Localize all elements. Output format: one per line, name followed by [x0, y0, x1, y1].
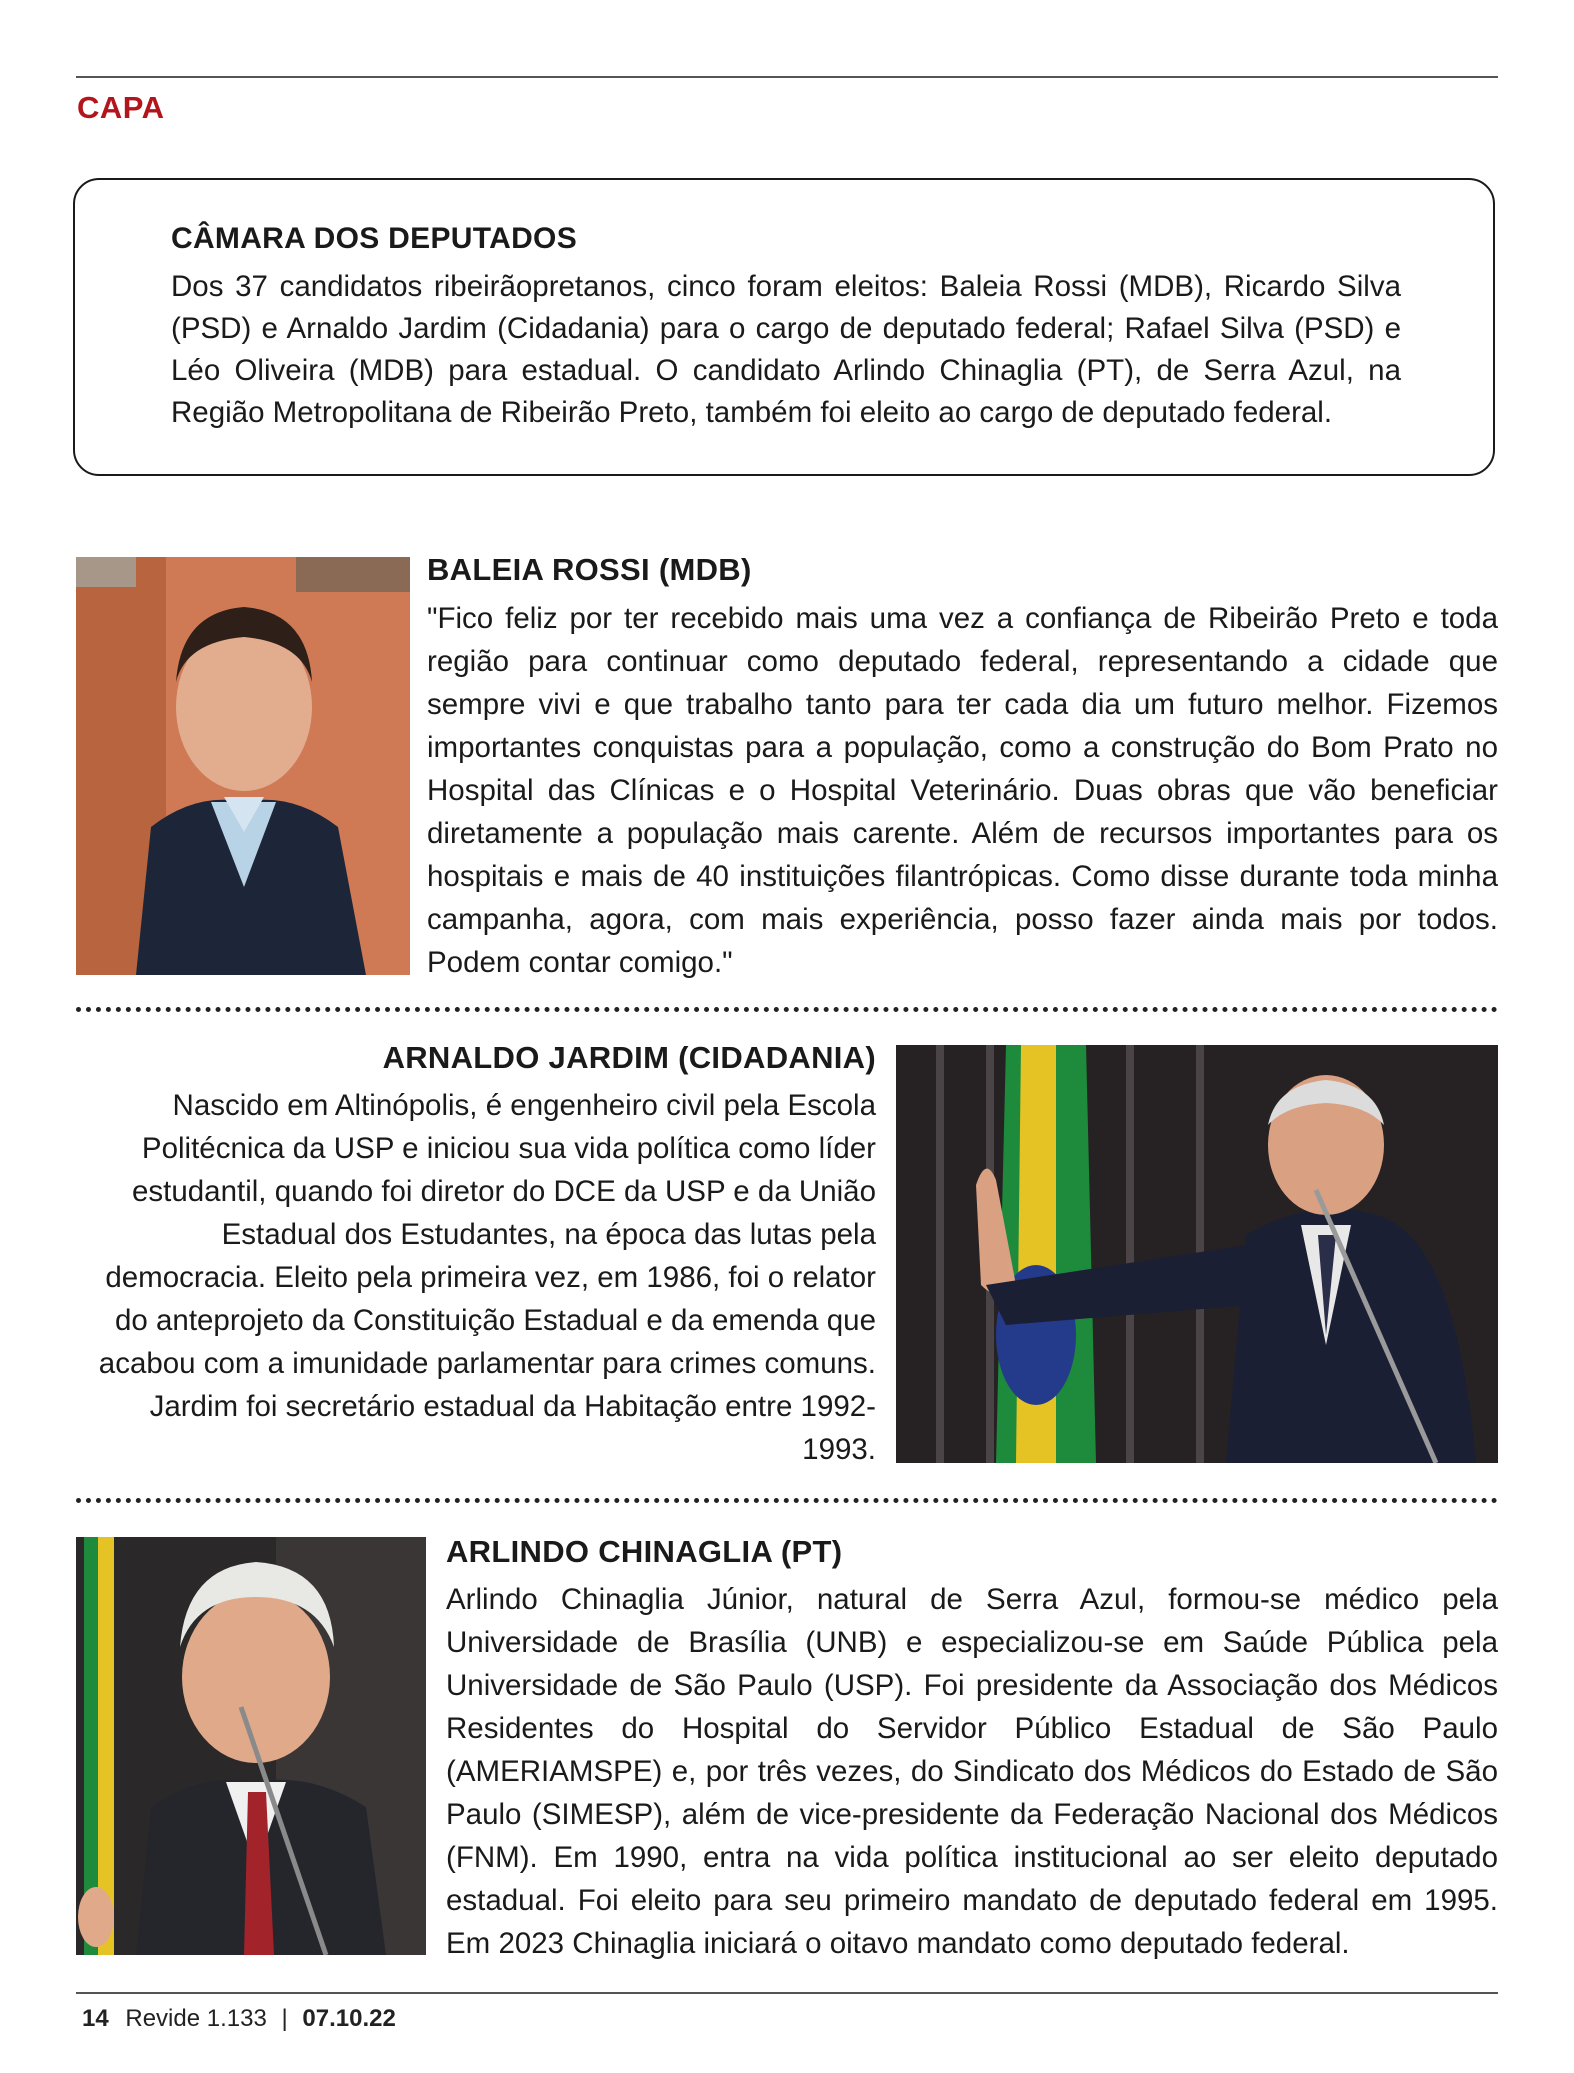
top-rule — [76, 76, 1498, 78]
divider — [76, 1498, 1498, 1503]
issue-date: 07.10.22 — [302, 2005, 396, 2032]
arnaldo-jardim-photo — [896, 1045, 1498, 1463]
arlindo-chinaglia-photo — [76, 1537, 426, 1955]
profile-text-arlindo-chinaglia: Arlindo Chinaglia Júnior, natural de Serra Azul, formou-se médico pela Universidade de Brasília (UNB) e especializou-se em Saúde Pública pela Universidade de São Paulo (USP). Foi presidente da Associação dos Médicos Residentes do Hospital do Servidor Público Estadual de São Paulo (AMERIAMSPE) e, por três vezes, do Sindicato dos Médicos do Estado de São Paulo (SIMESP), além de vice-presidente da Federação Nacional dos Médicos (FNM). Em 1990, entra na vida política institucional ao ser eleito deputado estadual. Foi eleito para seu primeiro mandato de deputado federal em 1995. Em 2023 Chinaglia iniciará o oitavo mandato como deputado federal. — [446, 1583, 1498, 1960]
profile-name-baleia-rossi: BALEIA ROSSI (MDB) — [427, 552, 752, 587]
profile-name-arlindo-chinaglia: ARLINDO CHINAGLIA (PT) — [446, 1534, 843, 1569]
callout-text: Dos 37 candidatos ribeirãopretanos, cinco foram eleitos: Baleia Rossi (MDB), Ricardo Silva (PSD) e Arnaldo Jardim (Cidadania) para o cargo de deputado federal; Rafael Silva (PSD) e Léo Oliveira (MDB) para estadual. O candidato Arlindo Chinaglia (PT), de Serra Azul, na Região Metropolitana de Ribeirão Preto, também foi eleito ao cargo de deputado federal. — [171, 270, 1401, 429]
divider — [76, 1007, 1498, 1012]
callout-title: CÂMARA DOS DEPUTADOS — [171, 222, 578, 255]
profile-text-baleia-rossi: "Fico feliz por ter recebido mais uma vez a confiança de Ribeirão Preto e toda região para continuar como deputado federal, representando a cidade que sempre vivi e que trabalho tanto para ter cada dia um futuro melhor. Fizemos importantes conquistas para a população, como a construção do Bom Prato no Hospital das Clínicas e o Hospital Veterinário. Duas obras que vão beneficiar diretamente a população mais carente. Além de recursos importantes para os hospitais e mais de 40 instituições filantrópicas. Como disse durante toda minha campanha, agora, com mais experiência, posso fazer ainda mais por todos. Podem contar comigo." — [427, 602, 1498, 979]
profile-text-arnaldo-jardim: Nascido em Altinópolis, é engenheiro civil pela Escola Politécnica da USP e iniciou sua vida política como líder estudantil, quando foi diretor do DCE da USP e da União Estadual dos Estudantes, na época das lutas pela democracia. Eleito pela primeira vez, em 1986, foi o relator do anteprojeto da Constituição Estadual e da emenda que acabou com a imunidade parlamentar para crimes comuns. Jardim foi secretário estadual da Habitação entre 1992-1993. — [98, 1089, 876, 1466]
section-label: CAPA — [77, 90, 165, 125]
page-footer — [82, 2005, 396, 2033]
bottom-rule — [76, 1992, 1498, 1994]
profile-name-arnaldo-jardim: ARNALDO JARDIM (CIDADANIA) — [382, 1040, 876, 1075]
baleia-rossi-photo — [76, 557, 410, 975]
page-number: 14 — [82, 2005, 109, 2032]
callout-box — [73, 178, 1495, 476]
footer-separator: | — [281, 2005, 288, 2032]
magazine-issue: Revide 1.133 — [125, 2005, 267, 2032]
